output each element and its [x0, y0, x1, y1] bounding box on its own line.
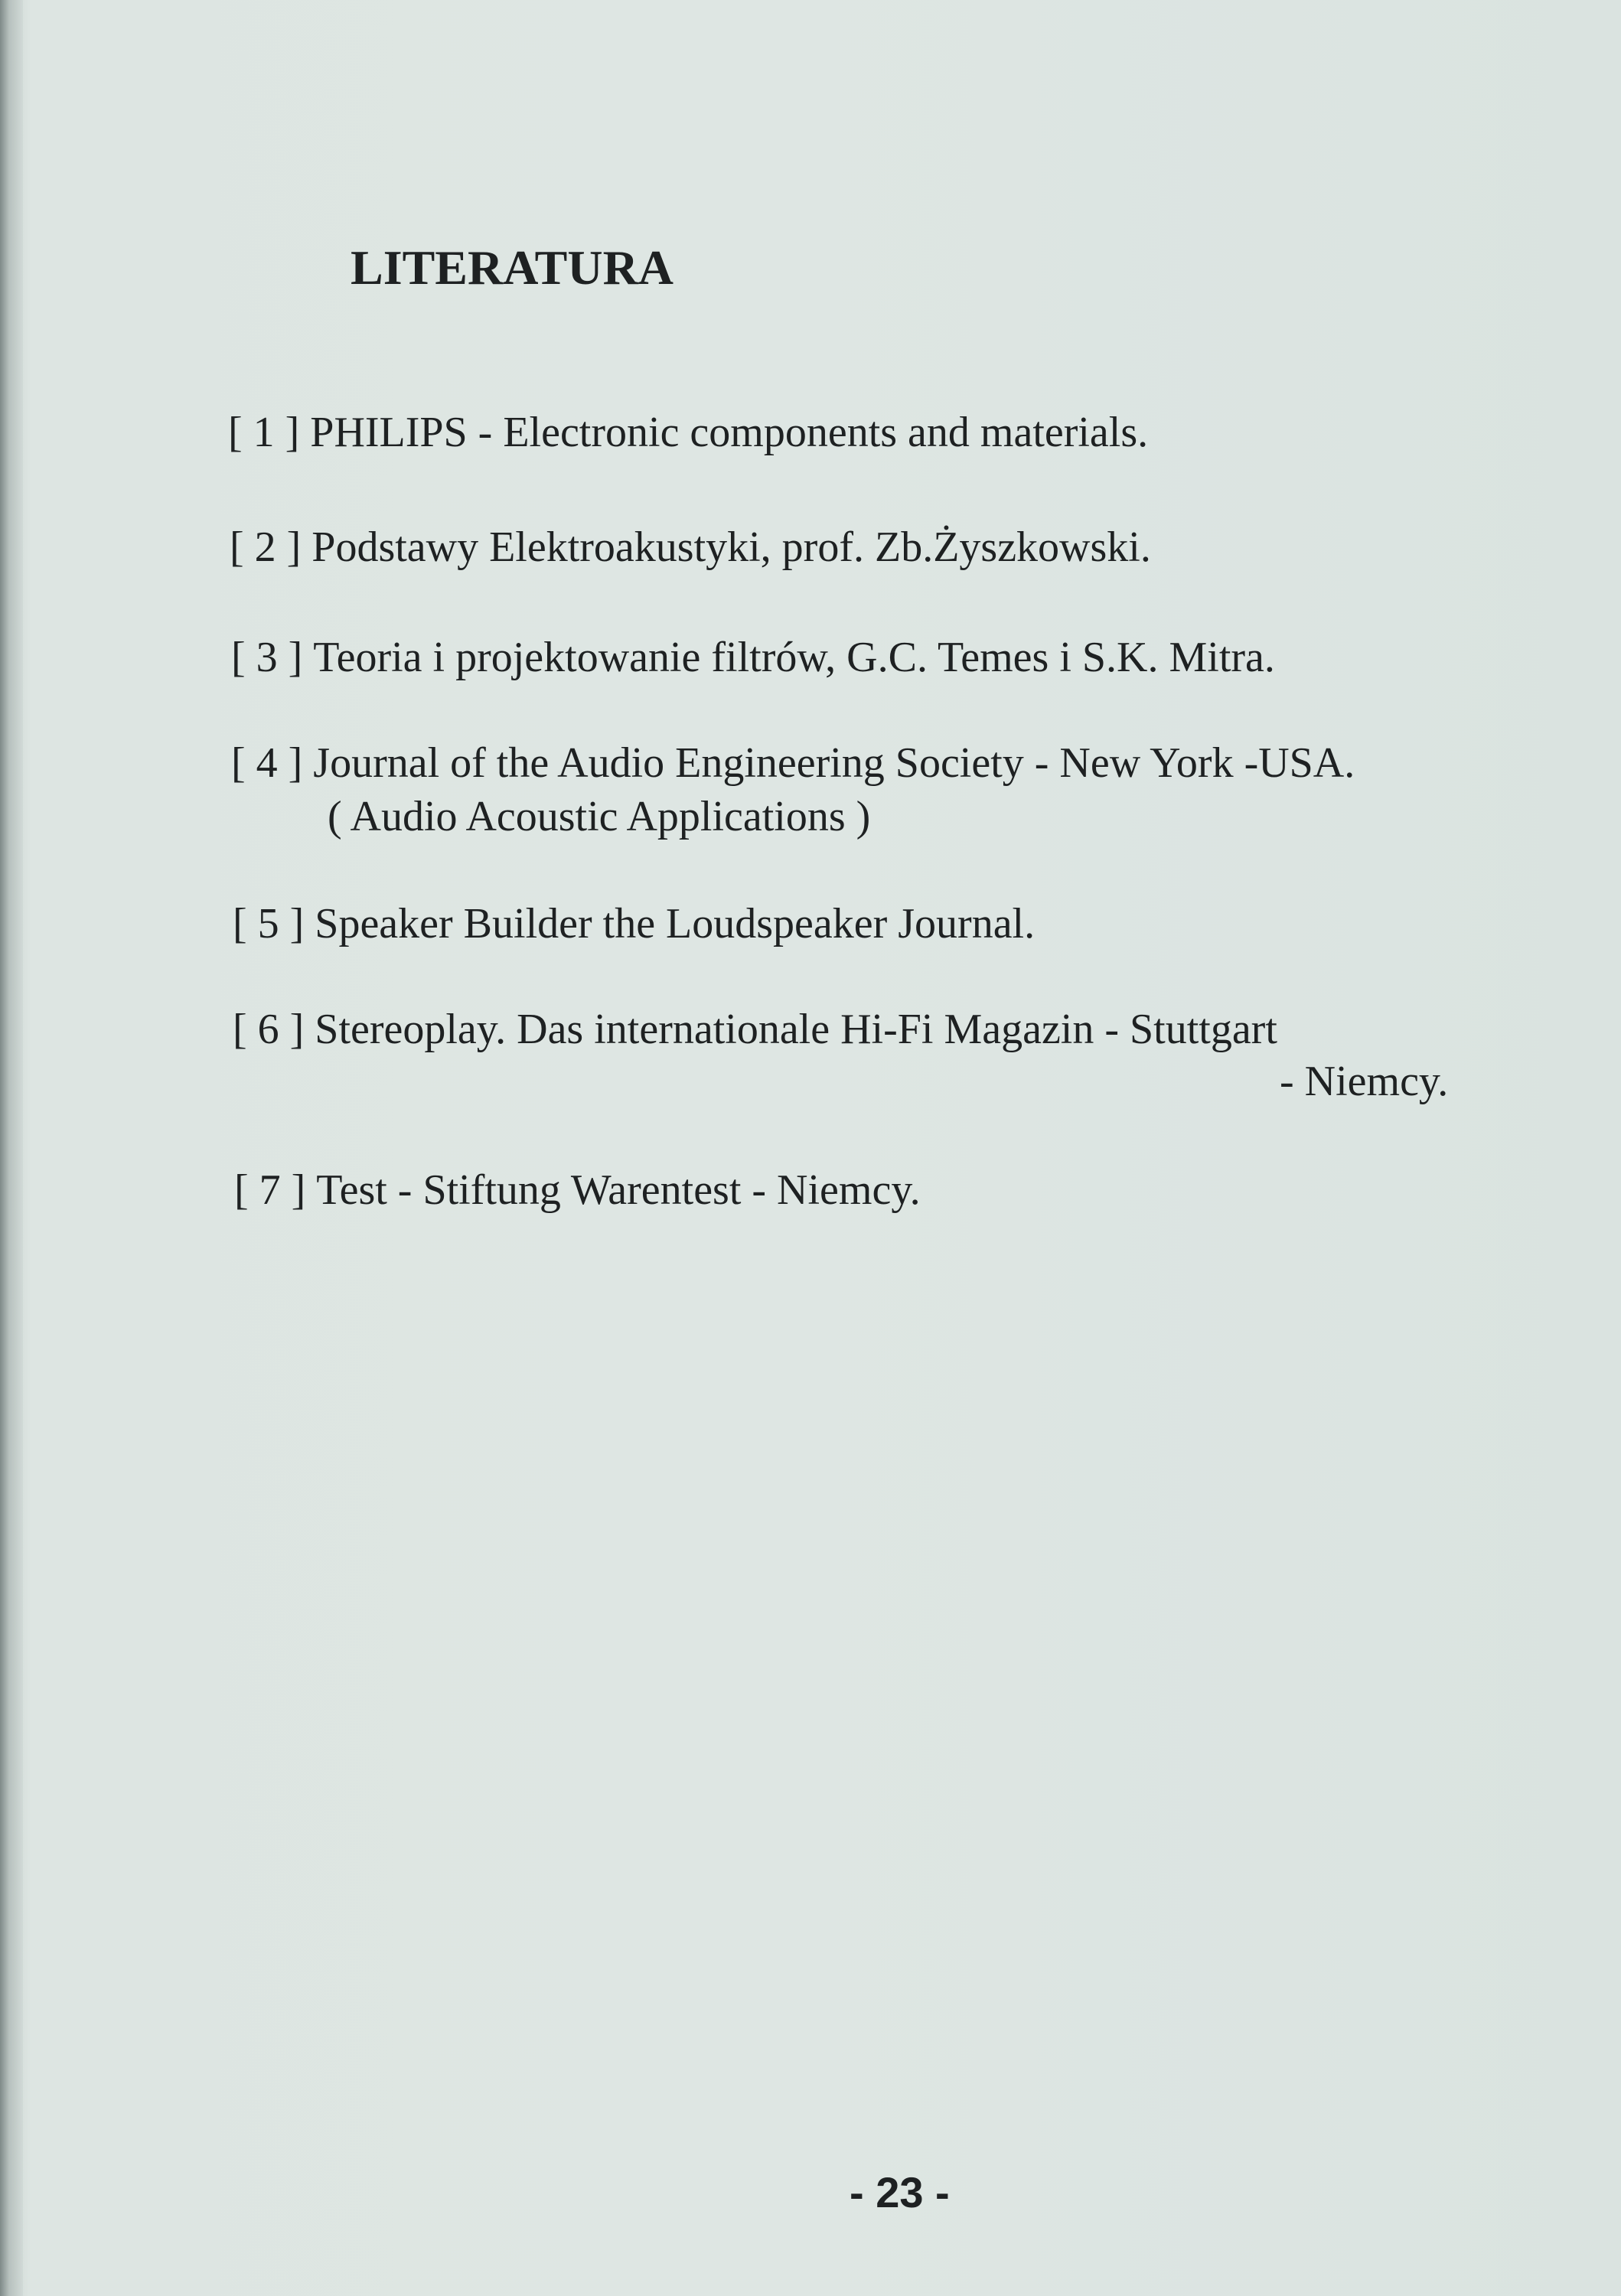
reference-text: PHILIPS - Electronic components and materials.	[310, 409, 1149, 456]
reference-text: Podstawy Elektroakustyki, prof. Zb.Żyszkowski.	[311, 523, 1151, 571]
page-spine-shadow	[0, 0, 23, 2296]
reference-entry-4	[231, 736, 1355, 790]
reference-text: Journal of the Audio Engineering Society - New York -USA.	[313, 739, 1355, 787]
reference-text: Teoria i projektowanie filtrów, G.C. Temes i S.K. Mitra.	[313, 634, 1275, 681]
reference-text: Stereoplay. Das internationale Hi-Fi Magazin - Stuttgart	[315, 1006, 1277, 1053]
reference-entry-7	[234, 1163, 921, 1217]
reference-number: [ 2 ]	[230, 523, 302, 571]
reference-number: [ 7 ]	[234, 1166, 306, 1214]
reference-entry-2	[230, 520, 1151, 574]
reference-number: [ 6 ]	[233, 1006, 305, 1053]
page-title: LITERATURA	[351, 240, 674, 295]
reference-number: [ 3 ]	[231, 634, 303, 681]
reference-entry-5	[233, 897, 1035, 951]
reference-number: [ 4 ]	[231, 739, 303, 787]
page-number: - 23 -	[850, 2168, 950, 2216]
reference-entry-6	[233, 1003, 1277, 1056]
reference-text: Speaker Builder the Loudspeaker Journal.	[315, 900, 1036, 947]
reference-entry-4-continuation: ( Audio Acoustic Applications )	[328, 793, 871, 840]
reference-entry-6-continuation: - Niemcy.	[1280, 1058, 1449, 1105]
reference-text: Test - Stiftung Warentest - Niemcy.	[316, 1166, 921, 1214]
reference-number: [ 1 ]	[228, 409, 300, 456]
reference-entry-3	[231, 631, 1275, 684]
reference-entry-1	[228, 406, 1148, 459]
reference-number: [ 5 ]	[233, 900, 305, 947]
